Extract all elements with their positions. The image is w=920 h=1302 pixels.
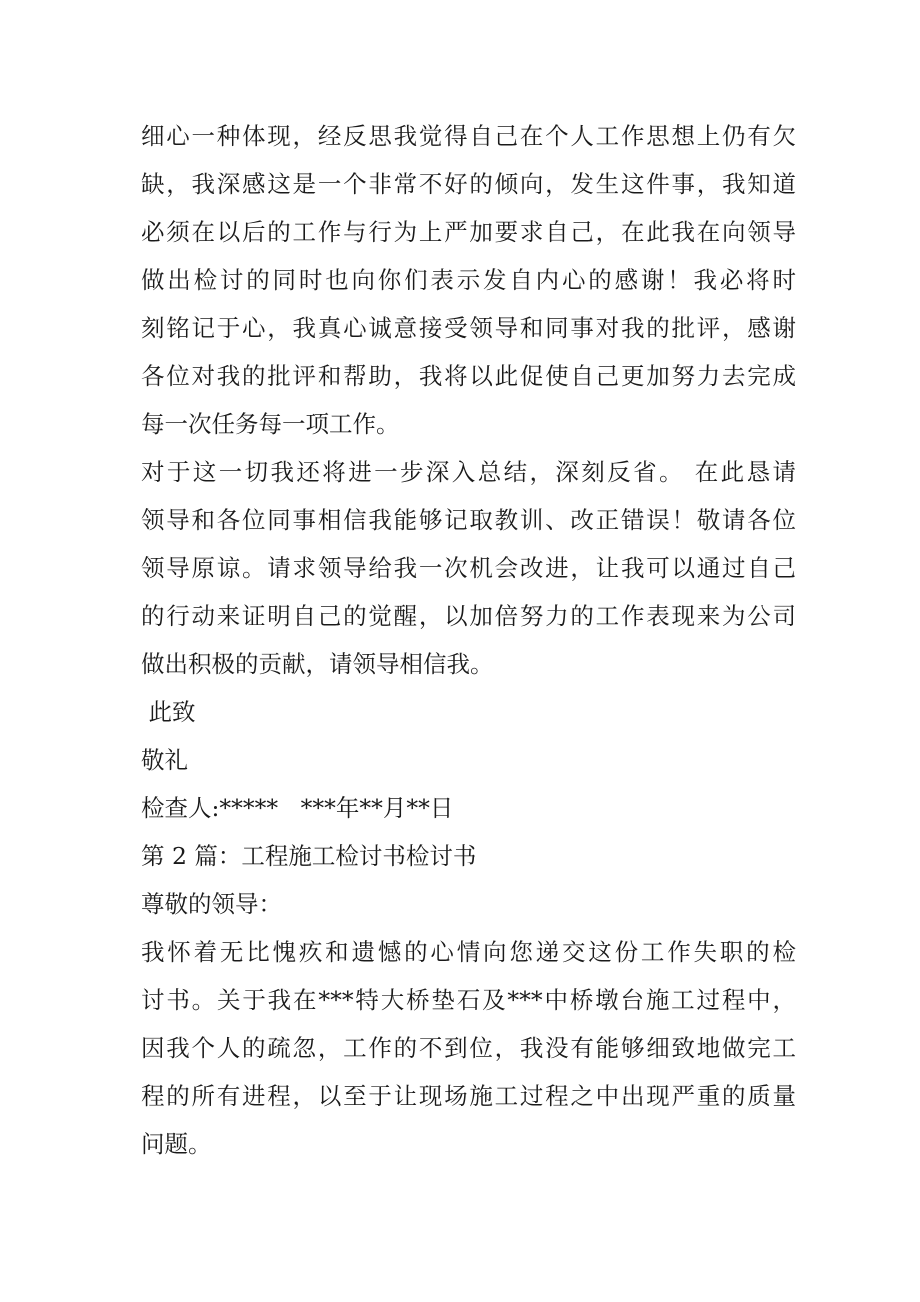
paragraph-line: 必须在以后的工作与行为上严加要求自己，在此我在向领导 xyxy=(141,218,796,246)
paragraph-line: 各位对我的批评和帮助，我将以此促使自己更加努力去完成 xyxy=(141,362,796,390)
paragraph-line: 做出检讨的同时也向你们表示发自内心的感谢！我必将时 xyxy=(141,266,796,294)
paragraph-line: 程的所有进程，以至于让现场施工过程之中出现严重的质量 xyxy=(141,1082,796,1110)
paragraph-line: 领导原谅。请求领导给我一次机会改进，让我可以通过自己 xyxy=(141,554,796,582)
paragraph-line: 领导和各位同事相信我能够记取教训、改正错误！敬请各位 xyxy=(141,506,796,534)
paragraph-line: 对于这一切我还将进一步深入总结，深刻反省。 在此恳请 xyxy=(141,458,796,486)
paragraph-line: 的行动来证明自己的觉醒，以加倍努力的工作表现来为公司 xyxy=(141,602,796,630)
paragraph-line: 我怀着无比愧疚和遗憾的心情向您递交这份工作失职的检 xyxy=(141,938,796,966)
paragraph-line: 问题。 xyxy=(141,1130,212,1158)
paragraph-line: 每一次任务每一项工作。 xyxy=(141,410,400,438)
signature-line: 检查人:***** ***年**月**日 xyxy=(141,794,454,822)
paragraph-line: 因我个人的疏忽，工作的不到位，我没有能够细致地做完工 xyxy=(141,1034,796,1062)
paragraph-line: 细心一种体现，经反思我觉得自己在个人工作思想上仍有欠 xyxy=(141,122,796,150)
paragraph-line: 缺，我深感这是一个非常不好的倾向，发生这件事，我知道 xyxy=(141,170,796,198)
paragraph-line: 做出积极的贡献，请领导相信我。 xyxy=(141,650,494,678)
closing-regards: 敬礼 xyxy=(141,746,188,774)
closing-salutation: 此致 xyxy=(141,698,196,726)
greeting: 尊敬的领导： xyxy=(141,890,282,918)
paragraph-line: 刻铭记于心，我真心诚意接受领导和同事对我的批评，感谢 xyxy=(141,314,796,342)
paragraph-line: 讨书。关于我在***特大桥垫石及***中桥墩台施工过程中， xyxy=(141,986,796,1014)
section-heading: 第 2 篇：工程施工检讨书检讨书 xyxy=(141,842,477,870)
